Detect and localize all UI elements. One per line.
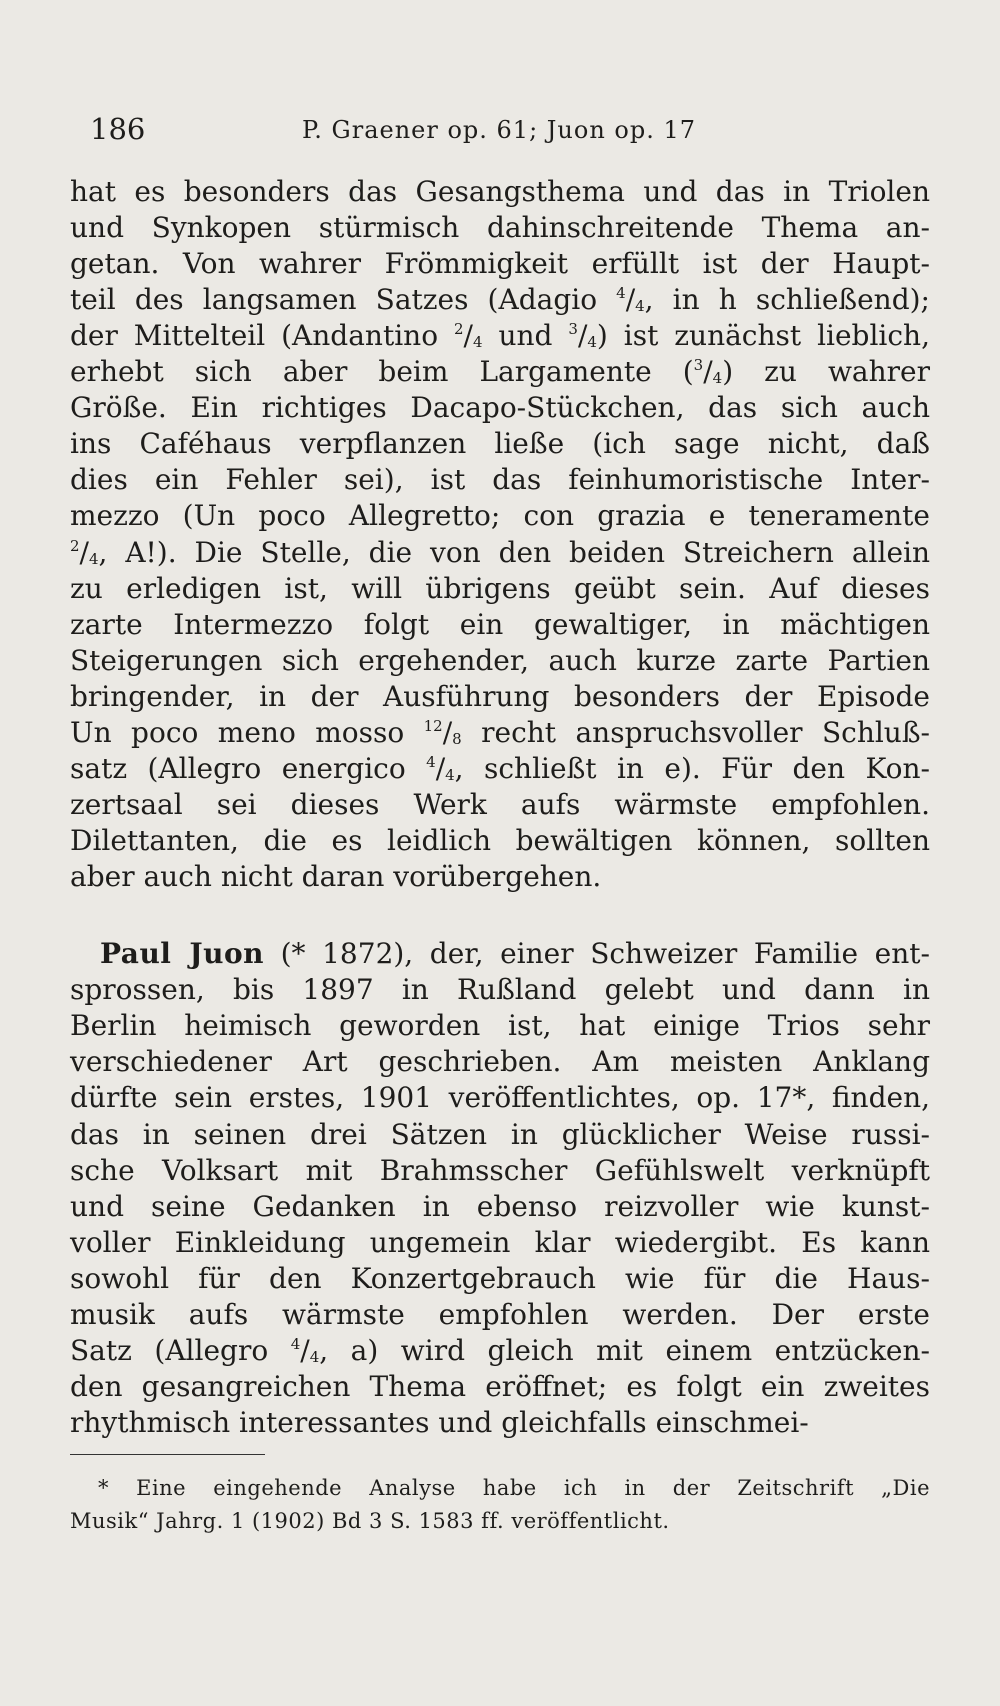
fraction-denominator: 4 xyxy=(88,549,99,568)
text-line: Steigerungen sich ergehender, auch kurze zarte Partien xyxy=(70,643,930,677)
text-line: zarte Intermezzo folgt ein gewaltiger, in mächtigen xyxy=(70,607,930,641)
text-line: sprossen, bis 1897 in Rußland gelebt und dann in xyxy=(70,973,930,1007)
footnote-line: Musik“ Jahrg. 1 (1902) Bd 3 S. 1583 ff. veröffentlicht. xyxy=(70,1509,670,1533)
text-line: Dilettanten, die es leidlich bewältigen können, sollten xyxy=(70,823,930,857)
fraction-numerator: 3 xyxy=(693,356,704,375)
text-run: und xyxy=(482,319,569,353)
fraction-denominator: 4 xyxy=(309,1348,320,1367)
fraction-numerator: 2 xyxy=(454,320,464,339)
fraction-numerator: 2 xyxy=(70,536,80,555)
text-line: verschiedener Art geschrieben. Am meisten Anklang xyxy=(70,1045,930,1079)
text-run: (* 1872), der, einer Schweizer Familie ent- xyxy=(264,937,930,970)
text-line xyxy=(70,535,930,571)
text-line: ins Caféhaus verpflanzen ließe (ich sage nicht, daß xyxy=(70,427,930,461)
text-line xyxy=(70,751,930,787)
text-run: teil des langsamen Satzes (Adagio xyxy=(70,283,617,317)
text-run: Satz (Allegro xyxy=(70,1334,291,1368)
fraction: $^2/_4$ xyxy=(454,319,483,353)
text-line xyxy=(100,936,930,972)
fraction: $^4/_4$ xyxy=(426,751,455,785)
text-line: das in seinen drei Sätzen in glücklicher Weise russi- xyxy=(70,1117,930,1151)
fraction-denominator: 4 xyxy=(587,333,597,352)
footnote-line: * Eine eingehende Analyse habe ich in der Zeitschrift „Die xyxy=(98,1476,930,1500)
text-line: aber auch nicht daran vorübergehen. xyxy=(70,859,602,893)
fraction: $^4/_4$ xyxy=(290,1334,320,1368)
text-line xyxy=(70,1333,930,1369)
text-line xyxy=(70,318,930,354)
text-line: dürfte sein erstes, 1901 veröffentlichtes, op. 17*, finden, xyxy=(70,1081,930,1115)
text-line: bringender, in der Ausführung besonders der Episode xyxy=(70,679,930,713)
text-run: , in h schließend); xyxy=(644,283,930,317)
text-line: rhythmisch interessantes und gleichfalls einschmei- xyxy=(70,1406,809,1440)
page-header xyxy=(90,112,920,152)
fraction: $^2/_4$ xyxy=(70,535,99,569)
fraction-denominator: 4 xyxy=(635,297,645,316)
text-run: ) zu wahrer xyxy=(722,355,930,389)
fraction-numerator: 12 xyxy=(423,716,443,735)
fraction-denominator: 4 xyxy=(712,369,723,388)
fraction-denominator: 8 xyxy=(452,729,462,748)
text-run: der Mittelteil (Andantino xyxy=(70,319,454,353)
fraction-numerator: 4 xyxy=(616,284,626,303)
text-run: ) ist zunächst lieblich, xyxy=(596,319,930,353)
text-run: satz (Allegro energico xyxy=(70,751,427,785)
text-line xyxy=(70,282,930,318)
fraction-numerator: 4 xyxy=(426,752,436,771)
text-line: und Synkopen stürmisch dahinschreitende Thema an- xyxy=(70,211,930,245)
author-name: Paul Juon xyxy=(100,937,265,970)
text-line: Größe. Ein richtiges Dacapo-Stückchen, das sich auch xyxy=(70,391,930,425)
fraction: $^3/_4$ xyxy=(693,355,723,389)
page-number: 186 xyxy=(90,112,146,146)
text-line: voller Einkleidung ungemein klar wiedergibt. Es kann xyxy=(70,1225,930,1259)
text-line: den gesangreichen Thema eröffnet; es folgt ein zweites xyxy=(70,1370,930,1404)
text-run: , schließt in e). Für den Kon- xyxy=(454,751,930,785)
text-line: zertsaal sei dieses Werk aufs wärmste empfohlen. xyxy=(70,787,930,821)
fraction: $^{12}/_8$ xyxy=(423,715,462,749)
text-line: musik aufs wärmste empfohlen werden. Der erste xyxy=(70,1298,930,1331)
text-run: erhebt sich aber beim Largamente ( xyxy=(70,355,694,389)
footnote-rule xyxy=(70,1454,265,1455)
text-run: , a) wird gleich mit einem entzücken- xyxy=(319,1334,930,1368)
text-line: mezzo (Un poco Allegretto; con grazia e teneramente xyxy=(70,499,930,533)
text-line: sche Volksart mit Brahmsscher Gefühlswelt verknüpft xyxy=(70,1153,930,1187)
fraction-numerator: 3 xyxy=(568,320,578,339)
text-line: getan. Von wahrer Frömmigkeit erfüllt ist der Haupt- xyxy=(70,247,930,281)
running-title: P. Graener op. 61; Juon op. 17 xyxy=(302,116,697,144)
fraction: $^4/_4$ xyxy=(616,283,645,317)
text-line xyxy=(70,354,930,390)
text-run: recht anspruchsvoller Schluß- xyxy=(461,715,930,749)
text-line: dies ein Fehler sei), ist das feinhumoristische Inter- xyxy=(70,463,930,497)
fraction-numerator: 4 xyxy=(290,1335,301,1354)
text-line: zu erledigen ist, will übrigens geübt sein. Auf dieses xyxy=(70,571,930,605)
text-run: , A!). Die Stelle, die von den beiden Streichern allein xyxy=(98,535,930,569)
text-line: hat es besonders das Gesangsthema und das in Triolen xyxy=(70,175,930,208)
fraction: $^3/_4$ xyxy=(568,319,597,353)
text-line: und seine Gedanken in ebenso reizvoller wie kunst- xyxy=(70,1189,930,1223)
text-run: Un poco meno mosso xyxy=(70,715,424,749)
text-line: Berlin heimisch geworden ist, hat einige Trios sehr xyxy=(70,1009,930,1043)
fraction-denominator: 4 xyxy=(445,765,455,784)
text-line xyxy=(70,715,930,751)
fraction-denominator: 4 xyxy=(472,333,483,352)
text-line: sowohl für den Konzertgebrauch wie für die Haus- xyxy=(70,1261,930,1295)
